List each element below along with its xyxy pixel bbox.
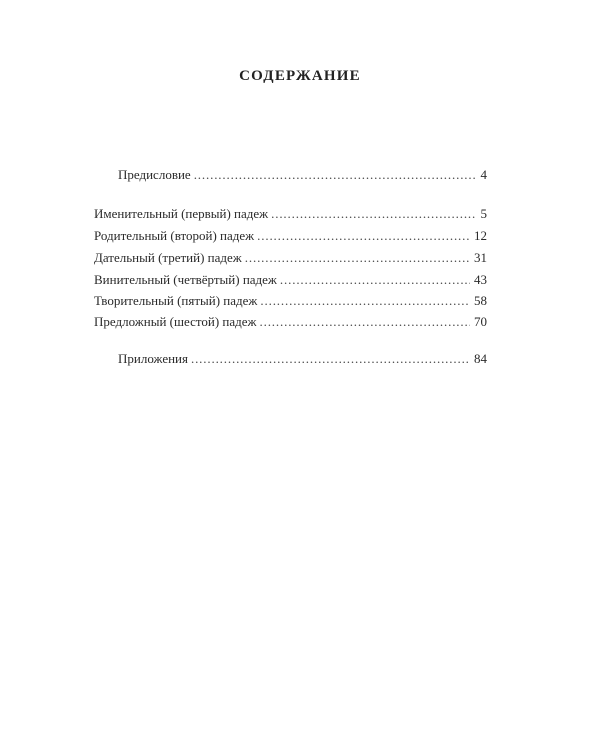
dot-leader [191, 351, 470, 367]
dot-leader [260, 293, 470, 309]
toc-entry-page: 58 [474, 293, 487, 308]
toc-entry-label: Творительный (пятый) падеж [94, 293, 258, 308]
toc-entry-label: Приложения [118, 351, 188, 366]
toc-entry-label: Винительный (четвёртый) падеж [94, 272, 277, 287]
toc-entry-accusative[interactable] [94, 272, 487, 288]
dot-leader [271, 206, 476, 222]
toc-entry-page: 84 [474, 351, 487, 366]
dot-leader [194, 167, 477, 183]
toc-entry-instrumental[interactable] [94, 293, 487, 309]
toc-entry-prepositional[interactable] [94, 314, 487, 330]
dot-leader [260, 314, 471, 330]
toc-entry-genitive[interactable] [94, 228, 487, 244]
dot-leader [280, 272, 470, 288]
toc-entry-page: 4 [480, 167, 487, 182]
toc-entry-appendices[interactable] [118, 351, 487, 367]
toc-entry-label: Родительный (второй) падеж [94, 228, 255, 243]
page-title: СОДЕРЖАНИЕ [239, 68, 361, 84]
toc-entry-page: 43 [474, 272, 487, 287]
toc-entry-page: 5 [480, 206, 487, 221]
toc-entry-preface[interactable] [118, 167, 487, 183]
toc-entry-label: Предисловие [118, 167, 191, 182]
toc-entry-label: Дательный (третий) падеж [94, 250, 242, 265]
toc-entry-page: 12 [474, 228, 487, 243]
toc-entry-label: Предложный (шестой) падеж [94, 314, 257, 329]
toc-entry-label: Именительный (первый) падеж [94, 206, 269, 221]
toc-entry-nominative[interactable] [94, 206, 487, 222]
toc-entry-dative[interactable] [94, 250, 487, 266]
toc-entry-page: 31 [474, 250, 487, 265]
dot-leader [257, 228, 470, 244]
dot-leader [245, 250, 470, 266]
toc-entry-page: 70 [474, 314, 487, 329]
